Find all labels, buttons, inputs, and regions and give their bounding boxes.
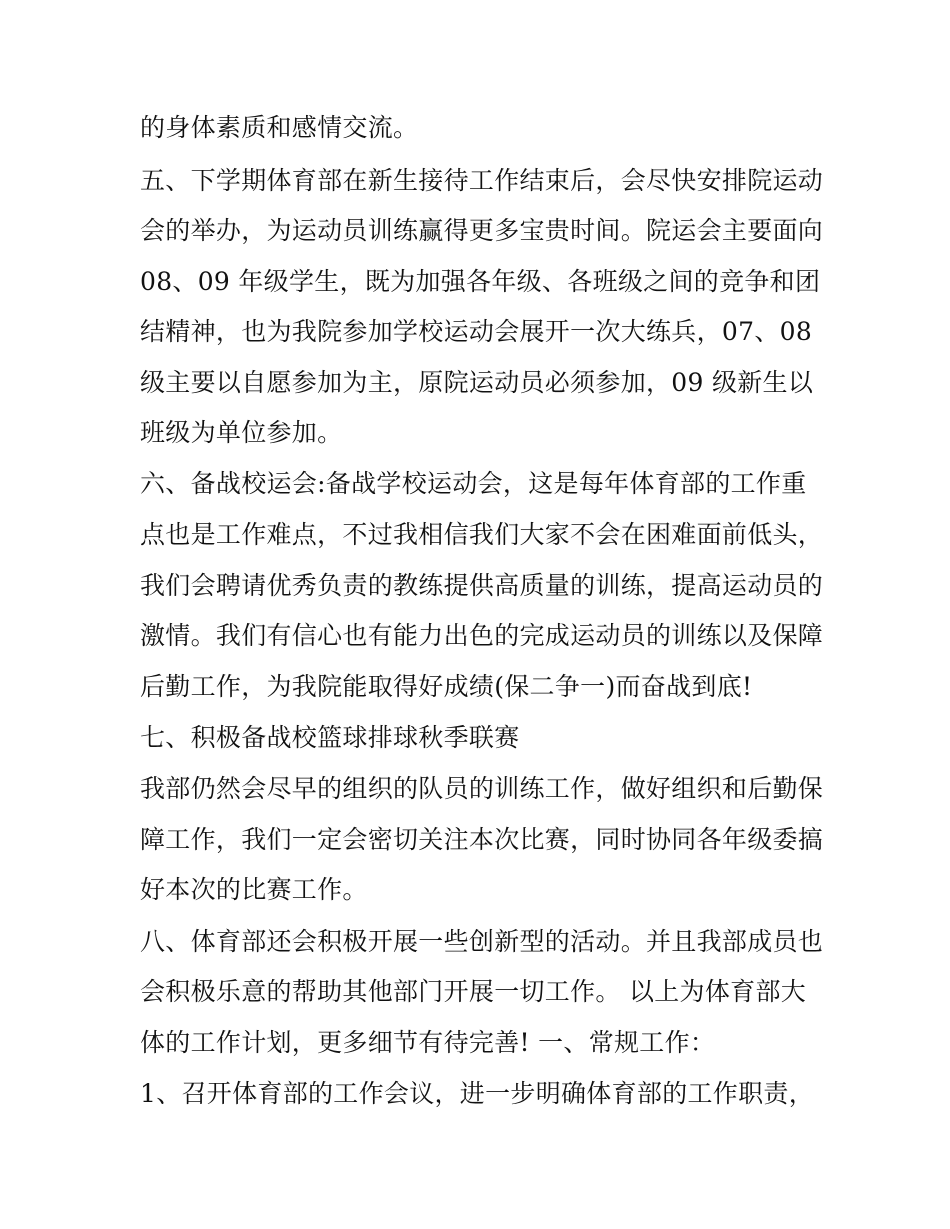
text-line: 五、下学期体育部在新生接待工作结束后，会尽快安排院运动 (140, 166, 824, 195)
text-line: 班级为单位参加。 (140, 418, 343, 447)
text-line: 结精神，也为我院参加学校运动会展开一次大练兵，07、08 (140, 317, 813, 346)
text-line: 激情。我们有信心也有能力出色的完成运动员的训练以及保障 (140, 621, 824, 650)
text-line: 后勤工作，为我院能取得好成绩(保二争一)而奋战到底! (140, 672, 753, 701)
text-line: 好本次的比赛工作。 (140, 875, 368, 904)
text-line: 的身体素质和感情交流。 (140, 113, 419, 142)
text-line: 会积极乐意的帮助其他部门开展一切工作。 以上为体育部大 (140, 977, 807, 1006)
text-line: 六、备战校运会:备战学校运动会，这是每年体育部的工作重 (140, 469, 807, 498)
text-line: 点也是工作难点，不过我相信我们大家不会在困难面前低头， (140, 520, 824, 549)
text-line: 七、积极备战校篮球排球秋季联赛 (140, 723, 520, 752)
text-line: 会的举办，为运动员训练赢得更多宝贵时间。院运会主要面向 (140, 216, 824, 245)
text-line: 级主要以自愿参加为主，原院运动员必须参加，09 级新生以 (140, 368, 814, 397)
text-line: 1、召开体育部的工作会议，进一步明确体育部的工作职责， (140, 1079, 815, 1108)
text-line: 我部仍然会尽早的组织的队员的训练工作，做好组织和后勤保 (140, 774, 824, 803)
text-line: 八、体育部还会积极开展一些创新型的活动。并且我部成员也 (140, 927, 824, 956)
text-line: 08、09 年级学生，既为加强各年级、各班级之间的竞争和团 (140, 267, 821, 296)
text-line: 障工作，我们一定会密切关注本次比赛，同时协同各年级委搞 (140, 825, 824, 854)
text-line: 体的工作计划，更多细节有待完善! 一、常规工作： (140, 1028, 716, 1057)
text-line: 我们会聘请优秀负责的教练提供高质量的训练，提高运动员的 (140, 571, 824, 600)
